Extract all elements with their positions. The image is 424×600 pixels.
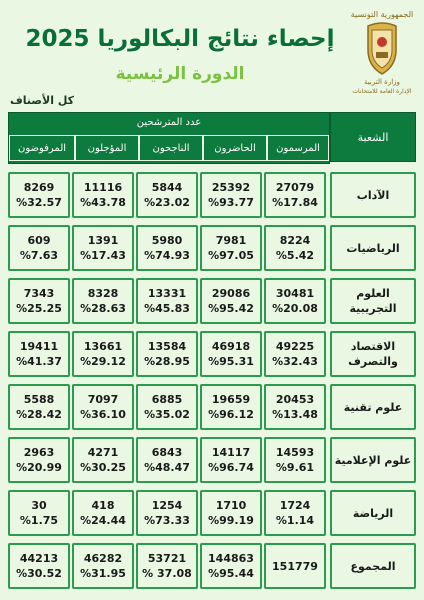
count-value: 418 — [91, 499, 115, 512]
count-value: 25392 — [211, 181, 251, 194]
count-value: 144863 — [208, 552, 254, 565]
count-value: 19659 — [211, 393, 251, 406]
coat-of-arms-icon — [364, 20, 400, 76]
value-cell — [136, 172, 198, 218]
value-cell — [8, 437, 70, 483]
value-cell — [8, 225, 70, 271]
percent-value: %95.44 — [208, 567, 254, 580]
percent-value: %28.95 — [144, 355, 190, 368]
page-subtitle: الدورة الرئيسية — [115, 64, 245, 84]
percent-value: %30.52 — [16, 567, 62, 580]
value-cell — [264, 172, 326, 218]
count-value: 27079 — [275, 181, 315, 194]
percent-value: %73.33 — [144, 514, 190, 527]
value-cell — [264, 543, 326, 589]
percent-value: %93.77 — [208, 196, 254, 209]
value-cell — [72, 543, 134, 589]
count-value: 8328 — [87, 287, 119, 300]
branch-cell: علوم تقنية — [330, 384, 416, 430]
percent-value: %1.75 — [19, 514, 59, 527]
value-cell — [72, 172, 134, 218]
table-row — [8, 172, 416, 218]
percent-value: %20.08 — [272, 302, 318, 315]
column-header-deferred: المؤجلون — [75, 135, 139, 161]
column-header-passed: الناجحون — [139, 135, 203, 161]
branch-cell: العلوم التجريبية — [330, 278, 416, 324]
table-row — [8, 384, 416, 430]
count-value: 19411 — [19, 340, 59, 353]
value-cell — [200, 543, 262, 589]
percent-value: %43.78 — [80, 196, 126, 209]
value-cell — [72, 225, 134, 271]
percent-value: %9.61 — [275, 461, 315, 474]
value-cell — [72, 331, 134, 377]
percent-value: %74.93 — [144, 249, 190, 262]
value-cell — [200, 278, 262, 324]
count-value: 53721 — [147, 552, 187, 565]
count-value: 1710 — [215, 499, 247, 512]
column-header-registered: المرسمون — [267, 135, 329, 161]
table-row — [8, 490, 416, 536]
table-row — [8, 437, 416, 483]
branch-cell: المجموع — [330, 543, 416, 589]
value-cell — [136, 437, 198, 483]
value-cell — [200, 490, 262, 536]
value-cell — [72, 437, 134, 483]
count-value: 6843 — [151, 446, 183, 459]
percent-value: %28.42 — [16, 408, 62, 421]
count-value: 44213 — [19, 552, 59, 565]
count-value: 14117 — [211, 446, 251, 459]
count-value: 609 — [27, 234, 51, 247]
count-value: 14593 — [275, 446, 315, 459]
percent-value: %41.37 — [16, 355, 62, 368]
count-value: 11116 — [83, 181, 123, 194]
table-row — [8, 331, 416, 377]
percent-value: %24.44 — [80, 514, 126, 527]
percent-value: %5.42 — [275, 249, 315, 262]
table-row — [8, 225, 416, 271]
branch-cell: الرياضة — [330, 490, 416, 536]
percent-value: %99.19 — [208, 514, 254, 527]
count-value: 13661 — [83, 340, 123, 353]
percent-value: %7.63 — [19, 249, 59, 262]
branch-cell: علوم الإعلامية — [330, 437, 416, 483]
value-cell — [264, 331, 326, 377]
percent-value: %29.12 — [80, 355, 126, 368]
percent-value: %96.12 — [208, 408, 254, 421]
count-value: 1724 — [279, 499, 311, 512]
percent-value: %20.99 — [16, 461, 62, 474]
ministry-emblem — [350, 8, 414, 96]
value-cell — [200, 225, 262, 271]
count-value: 46282 — [83, 552, 123, 565]
count-value: 49225 — [275, 340, 315, 353]
percent-value: %30.25 — [80, 461, 126, 474]
branch-cell: الرياضيات — [330, 225, 416, 271]
value-cell — [8, 543, 70, 589]
count-value: 1391 — [87, 234, 119, 247]
count-value: 151779 — [272, 559, 318, 573]
percent-value: %45.83 — [144, 302, 190, 315]
value-cell — [200, 172, 262, 218]
emblem-text-top: الجمهورية التونسية — [350, 10, 414, 19]
branch-cell: الآداب — [330, 172, 416, 218]
table-row — [8, 278, 416, 324]
count-value: 7097 — [87, 393, 119, 406]
count-value: 5844 — [151, 181, 183, 194]
percent-value: %32.57 — [16, 196, 62, 209]
value-cell — [8, 331, 70, 377]
column-header-branch: الشعبة — [330, 112, 416, 162]
group-header-label: عدد المترشحين — [136, 117, 202, 128]
value-cell — [8, 172, 70, 218]
value-cell — [136, 225, 198, 271]
category-label: كل الأصناف — [10, 94, 75, 107]
count-value: 7343 — [23, 287, 55, 300]
percent-value: %48.47 — [144, 461, 190, 474]
count-value: 5980 — [151, 234, 183, 247]
count-value: 30481 — [275, 287, 315, 300]
count-value: 8269 — [23, 181, 55, 194]
candidates-group-header — [8, 112, 330, 164]
percent-value: %36.10 — [80, 408, 126, 421]
count-value: 13331 — [147, 287, 187, 300]
value-cell — [136, 490, 198, 536]
value-cell — [72, 490, 134, 536]
value-cell — [136, 384, 198, 430]
emblem-text-bot: الإدارة العامة للامتحانات — [352, 88, 412, 95]
value-cell — [200, 331, 262, 377]
value-cell — [136, 278, 198, 324]
count-value: 13584 — [147, 340, 187, 353]
percent-value: %35.02 — [144, 408, 190, 421]
value-cell — [200, 384, 262, 430]
count-value: 5588 — [23, 393, 55, 406]
value-cell — [264, 278, 326, 324]
percent-value: %95.31 — [208, 355, 254, 368]
percent-value: %95.42 — [208, 302, 254, 315]
count-value: 1254 — [151, 499, 183, 512]
value-cell — [264, 225, 326, 271]
value-cell — [8, 490, 70, 536]
value-cell — [264, 384, 326, 430]
value-cell — [136, 331, 198, 377]
branch-cell: الاقتصاد والتصرف — [330, 331, 416, 377]
percent-value: %31.95 — [80, 567, 126, 580]
count-value: 29086 — [211, 287, 251, 300]
column-header-rejected: المرفوضون — [9, 135, 75, 161]
value-cell — [8, 278, 70, 324]
percent-value: % 37.08 — [142, 567, 192, 580]
count-value: 46918 — [211, 340, 251, 353]
count-value: 30 — [31, 499, 47, 512]
value-cell — [8, 384, 70, 430]
page-title: إحصاء نتائج البكالوريا 2025 — [25, 26, 335, 52]
percent-value: %96.74 — [208, 461, 254, 474]
percent-value: %97.05 — [208, 249, 254, 262]
percent-value: %25.25 — [16, 302, 62, 315]
value-cell — [136, 543, 198, 589]
percent-value: %28.63 — [80, 302, 126, 315]
value-cell — [264, 437, 326, 483]
table-row — [8, 543, 416, 589]
percent-value: %13.48 — [272, 408, 318, 421]
percent-value: %23.02 — [144, 196, 190, 209]
count-value: 4271 — [87, 446, 119, 459]
value-cell — [264, 490, 326, 536]
value-cell — [72, 278, 134, 324]
count-value: 2963 — [23, 446, 55, 459]
percent-value: %17.84 — [272, 196, 318, 209]
percent-value: %17.43 — [80, 249, 126, 262]
percent-value: %32.43 — [272, 355, 318, 368]
count-value: 6885 — [151, 393, 183, 406]
emblem-text-mid: وزارة التربية — [364, 78, 400, 86]
count-value: 7981 — [215, 234, 247, 247]
count-value: 20453 — [275, 393, 315, 406]
value-cell — [72, 384, 134, 430]
count-value: 8224 — [279, 234, 311, 247]
percent-value: %1.14 — [275, 514, 315, 527]
column-header-present: الحاضرون — [203, 135, 267, 161]
value-cell — [200, 437, 262, 483]
